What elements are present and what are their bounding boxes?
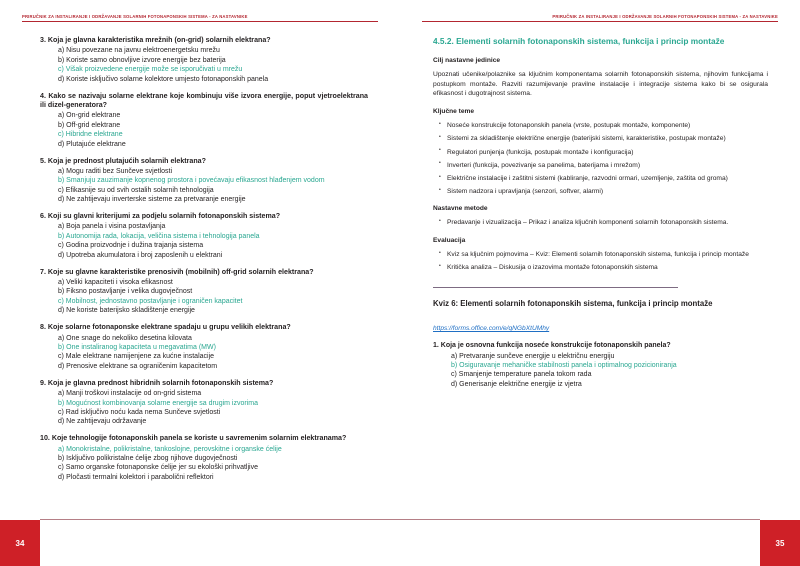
question-block [433,341,768,389]
methods-heading: Nastavne metode [433,205,488,213]
running-header-text: PRIRUČNIK ZA INSTALIRANJE I ODRŽAVANJE SOLARNIH FOTONAPONSKIH SISTEMA - ZA NASTAVNIKE [22,14,248,19]
option[interactable]: a) Veliki kapaciteti i visoka efikasnost [58,279,173,287]
quiz-questions [433,341,768,389]
option-correct[interactable]: b) Autonomija rada, lokacija, veličina sistema i tehnologija panela [58,232,260,240]
option-list [40,111,368,149]
option-correct[interactable]: b) Mogućnost kombinovanja solarne energije sa drugim izvorima [58,399,258,407]
methods-list [439,218,768,228]
option[interactable]: a) On-grid elektrane [58,112,121,120]
option[interactable]: d) Prenosive elektrane sa ograničenim kapacitetom [58,362,218,370]
option[interactable]: d) Koriste isključivo solarne kolektore umjesto fotonaponskih panela [58,75,269,83]
option-list [40,167,368,205]
question-text: 1. Koja je osnovna funkcija noseće konstrukcije fotonaponskih panela? [433,342,671,350]
right-page-content [433,36,768,397]
goal-paragraph: Upoznati učenike/polaznike sa ključnim komponentama solarnih fotonaponskih sistema, njihovim funkcijama i postupkom montaže. Razviti razumijevanje pravilne instalacije i integracije sistema kako bi se osigurala efikasnost i dugotrajnost sistema. [433,70,768,98]
option[interactable]: a) Mogu raditi bez Sunčeve svjetlosti [58,167,172,175]
option[interactable]: a) Nisu povezane na javnu elektroenergetsku mrežu [58,47,220,55]
question-block [40,157,368,205]
option[interactable]: d) Upotreba akumulatora i broj zaposlenih u elektrani [58,251,223,259]
question-text: 6. Koji su glavni kriterijumi za podjelu solarnih fotonaponskih sistema? [40,212,281,221]
option-correct[interactable]: a) Monokristalne, polikristalne, tankoslojne, perovskitne i organske ćelije [58,445,282,453]
question-text: 7. Koje su glavne karakteristike prenosivih (mobilnih) off-grid solarnih elektrana? [40,267,314,276]
option[interactable]: c) Rad isključivo noću kada nema Sunčeve svjetlosti [58,408,221,416]
footer-rule-left [40,519,400,520]
running-header-text: PRIRUČNIK ZA INSTALIRANJE I ODRŽAVANJE SOLARNIH FOTONAPONSKIH SISTEMA - ZA NASTAVNIKE [552,14,778,19]
question-text: 4. Kako se nazivaju solarne elektrane koje kombinuju više izvora energije, poput vjetroelektrana ili dizel-generatora? [40,91,368,109]
question-block [40,36,368,84]
list-item: • Sistemi za skladištenje električne energije (baterijski sistemi, karakteristike, postupak montaže) [439,134,768,144]
question-text: 9. Koja je glavna prednost hibridnih solarnih fotonaponskih sistema? [40,378,274,387]
question-text: 5. Koja je prednost plutajućih solarnih elektrana? [40,156,206,165]
option-correct[interactable]: c) Višak proizvedene energije može se isporučivati u mrežu [58,66,243,74]
option-list [40,222,368,260]
question-block [40,268,368,316]
option-list [40,445,368,483]
header-rule [22,21,378,22]
option[interactable]: b) Fiksno postavljanje i velika dugovječnost [58,288,193,296]
option[interactable]: c) Efikasnije su od svih ostalih solarnih tehnologija [58,186,214,194]
list-item: • Kviz sa ključnim pojmovima – Kviz: Elementi solarnih fotonaponskih sistema, funkcija i princip montaže [439,250,768,260]
list-item: • Regulatori punjenja (funkcija, postupak montaže i konfiguracija) [439,148,768,158]
question-block [40,434,368,482]
question-block [40,379,368,427]
option[interactable]: a) Manji troškovi instalacije od on-grid sistema [58,390,202,398]
evaluation-heading: Evaluacija [433,237,466,245]
option[interactable]: d) Pločasti termalni kolektori i parabolični reflektori [58,473,214,481]
section-divider [433,287,678,288]
running-header-left [0,14,400,22]
option-correct[interactable]: b) One instaliranog kapaciteta u megavatima (MW) [58,343,216,351]
page-number-left: 34 [0,520,40,566]
option[interactable]: d) Generisanje električne energije iz vjetra [451,380,582,388]
question-block [40,92,368,149]
option[interactable]: c) Godina proizvodnje i dužina trajanja sistema [58,242,204,250]
question-block [40,323,368,371]
option[interactable]: d) Ne koriste baterijsko skladištenje energije [58,307,195,315]
list-item: • Predavanje i vizualizacija – Prikaz i analiza ključnih komponenti solarnih fotonaponskih sistema. [439,218,768,228]
option-correct[interactable]: b) Osiguravanje mehaničke stabilnosti panela i optimalnog pozicioniranja [451,361,677,369]
list-item: • Električne instalacije i zaštitni sistemi (kabliranje, razvodni ormari, uzemljenje, zaštita od groma) [439,174,768,184]
option[interactable]: b) Isključivo polikristalne ćelije zbog njihove dugovječnosti [58,455,238,463]
evaluation-list [439,250,768,273]
quiz-link[interactable]: https://forms.office.com/e/qNGbXtUMhy [433,325,550,333]
option-correct[interactable]: b) Smanjuju zauzimanje kopnenog prostora i povećavaju efikasnost hlađenjem vodom [58,177,325,185]
option-list [40,278,368,316]
question-text: 8. Koje solarne fotonaponske elektrane spadaju u grupu velikih elektrana? [40,323,291,332]
key-topics-list [439,121,768,196]
option-list [40,334,368,372]
question-text: 10. Koje tehnologije fotonaponskih panela se koriste u savremenim solarnim elektranama? [40,434,347,443]
option[interactable]: d) Ne zahtijevaju inverterske sisteme za pretvaranje energije [58,196,246,204]
left-page-content [40,36,368,490]
page-number-right: 35 [760,520,800,566]
question-block [40,212,368,260]
option[interactable]: a) Boja panela i visina postavljanja [58,223,166,231]
quiz-title: Kviz 6: Elementi solarnih fotonaponskih sistema, funkcija i princip montaže [433,299,713,309]
option[interactable]: b) Off-grid elektrane [58,121,121,129]
option[interactable]: a) One snage do nekoliko desetina kilovata [58,334,192,342]
page-right [400,0,800,566]
option[interactable]: b) Koriste samo obnovljive izvore energije bez baterija [58,56,226,64]
goal-heading: Cilj nastavne jedinice [433,56,501,64]
option-correct[interactable]: c) Mobilnost, jednostavno postavljanje i ograničen kapacitet [58,297,243,305]
option[interactable]: d) Ne zahtijevaju održavanje [58,418,147,426]
option[interactable]: c) Smanjenje temperature panela tokom rada [451,371,592,379]
option-list [40,46,368,84]
option[interactable]: c) Samo organske fotonaponske ćelije jer su ekološki prihvatljive [58,464,258,472]
list-item: • Sistem nadzora i upravljanja (senzori, softver, alarmi) [439,187,768,197]
list-item: • Noseće konstrukcije fotonaponskih panela (vrste, postupak montaže, komponente) [439,121,768,131]
option[interactable]: a) Pretvaranje sunčeve energije u električnu energiju [451,352,615,360]
running-header-right [400,14,800,22]
header-rule [422,21,778,22]
section-title: 4.5.2. Elementi solarnih fotonaponskih sistema, funkcija i princip montaže [433,36,725,46]
key-topics-heading: Ključne teme [433,108,475,116]
question-text: 3. Koja je glavna karakteristika mrežnih (on-grid) solarnih elektrana? [40,36,271,44]
list-item: • Inverteri (funkcija, povezivanje sa panelima, baterijama i mrežom) [439,161,768,171]
list-item: • Kritička analiza – Diskusija o izazovima montaže fotonaponskih sistema [439,263,768,273]
option-list [433,352,768,390]
footer-rule-right [400,519,760,520]
option-correct[interactable]: c) Hibridne elektrane [58,131,123,139]
option[interactable]: c) Male elektrane namijenjene za kućne instalacije [58,353,215,361]
option[interactable]: d) Plutajuće elektrane [58,140,126,148]
option-list [40,389,368,427]
